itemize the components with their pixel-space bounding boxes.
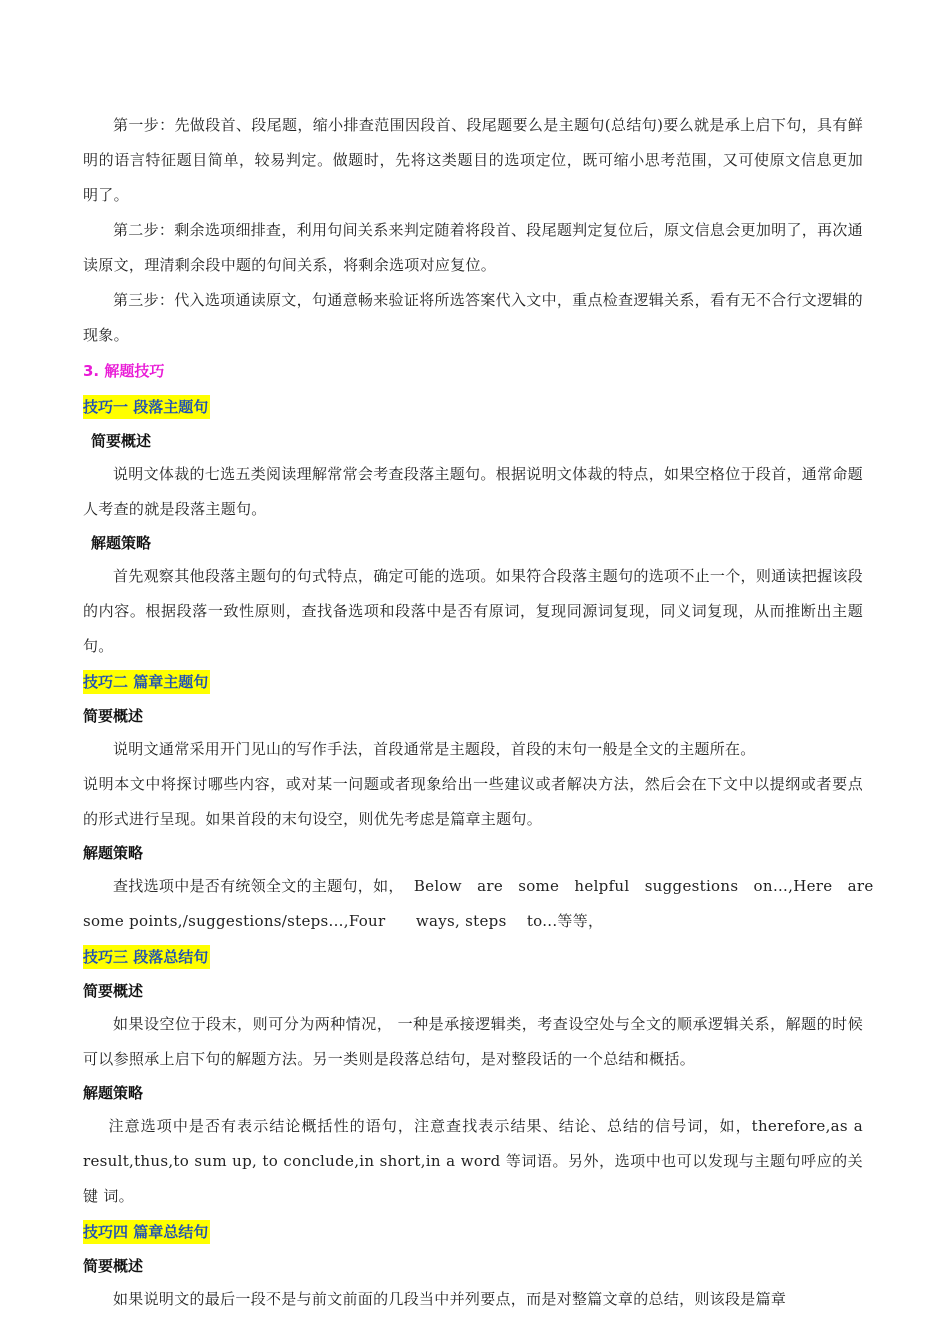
section-heading: 3. 解题技巧	[83, 362, 165, 380]
step-2-paragraph: 第二步：剩余选项细排查，利用句间关系来判定随着将段首、段尾题判定复位后，原文信息会更加明了，再次通读原文，理清剩余段中题的句间关系，将剩余选项对应复位。	[83, 221, 863, 274]
skill-3-overview-text: 如果设空位于段末，则可分为两种情况， 一种是承接逻辑类，考查设空处与全文的顺承逻辑关系，解题的时候可以参照承上启下句的解题方法。另一类则是段落总结句，是对整段话的一个总结和概括。	[83, 1015, 863, 1068]
skill-2-heading: 技巧二 篇章主题句	[83, 670, 210, 694]
skill-1-overview-text: 说明文体裁的七选五类阅读理解常常会考查段落主题句。根据说明文体裁的特点，如果空格位于段首，通常命题人考查的就是段落主题句。	[83, 465, 863, 518]
skill-3-heading: 技巧三 段落总结句	[83, 945, 210, 969]
step-3-paragraph: 第三步：代入选项通读原文，句通意畅来验证将所选答案代入文中，重点检查逻辑关系，看有无不合行文逻辑的现象。	[83, 291, 863, 344]
skill-3-overview-label: 简要概述	[83, 982, 144, 1000]
skill-1-strategy-text: 首先观察其他段落主题句的句式特点，确定可能的选项。如果符合段落主题句的选项不止一个，则通读把握该段的内容。根据段落一致性原则，查找备选项和段落中是否有原词，复现同源词复现，同义词复现，从而推断出主题句。	[83, 567, 863, 655]
skill-2-strategy-label: 解题策略	[83, 844, 144, 862]
skill-4-overview-label: 简要概述	[83, 1257, 144, 1275]
skill-1-overview-label: 简要概述	[91, 432, 152, 450]
skill-1-strategy-label: 解题策略	[91, 534, 152, 552]
skill-2-overview-label: 简要概述	[83, 707, 144, 725]
skill-2-strategy-text-2: some points,/suggestions/steps...,Four ways, steps to...等等，	[83, 912, 604, 930]
document-page	[83, 108, 874, 1317]
skill-2-strategy-text-1: 查找选项中是否有统领全文的主题句，如， Below are some helpful suggestions on…,Here are	[113, 877, 874, 895]
skill-2-overview-text-1: 说明文通常采用开门见山的写作手法，首段通常是主题段，首段的末句一般是全文的主题所在。	[113, 740, 756, 758]
skill-4-overview-text: 如果说明文的最后一段不是与前文前面的几段当中并列要点，而是对整篇文章的总结，则该段是篇章	[113, 1290, 787, 1308]
skill-3-strategy-text: 注意选项中是否有表示结论概括性的语句，注意查找表示结果、结论、总结的信号词，如，therefore,as a result,thus,to sum up, to conclude,in short,in a word 等词语。另外，选项中也可以发现与主题句呼应的关键 词。	[83, 1117, 863, 1205]
step-1-paragraph: 第一步：先做段首、段尾题，缩小排查范围因段首、段尾题要么是主题句(总结句)要么就是承上启下句，具有鲜明的语言特征题目简单，较易判定。做题时，先将这类题目的选项定位，既可缩小思考范围，又可使原文信息更加明了。	[83, 116, 863, 204]
skill-4-heading: 技巧四 篇章总结句	[83, 1220, 210, 1244]
skill-2-overview-text-2: 说明本文中将探讨哪些内容，或对某一问题或者现象给出一些建议或者解决方法，然后会在下文中以提纲或者要点的形式进行呈现。如果首段的末句设空，则优先考虑是篇章主题句。	[83, 775, 863, 828]
skill-1-heading: 技巧一 段落主题句	[83, 395, 210, 419]
skill-3-strategy-label: 解题策略	[83, 1084, 144, 1102]
